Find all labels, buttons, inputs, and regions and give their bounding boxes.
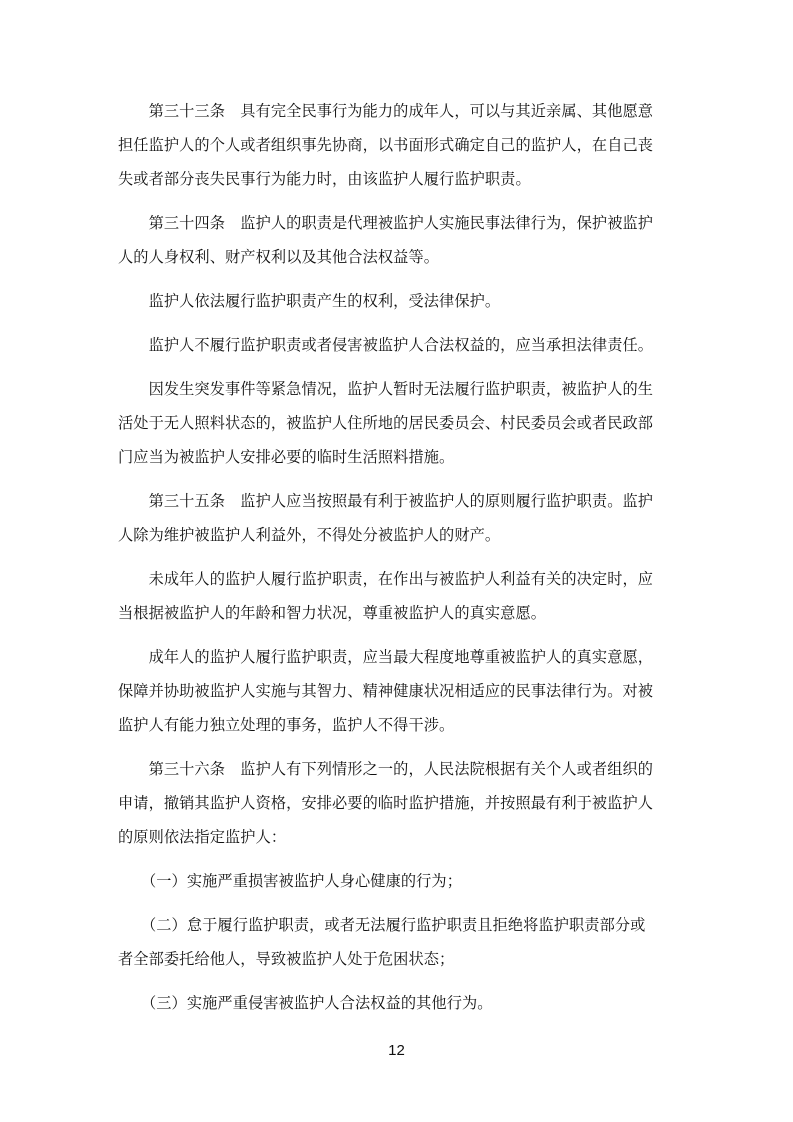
text-line: 人的人身权利、财产权利以及其他合法权益等。 — [118, 248, 440, 266]
text-line: 监护人依法履行监护职责产生的权利，受法律保护。 — [118, 292, 501, 310]
text-line: （三）实施严重侵害被监护人合法权益的其他行为。 — [118, 994, 493, 1012]
text-line: 监护人不履行监护职责或者侵害被监护人合法权益的，应当承担法律责任。 — [118, 336, 654, 354]
text-line: 成年人的监护人履行监护职责，应当最大程度地尊重被监护人的真实意愿， — [118, 648, 654, 666]
text-line: 门应当为被监护人安排必要的临时生活照料措施。 — [118, 448, 455, 466]
text-line: 保障并协助被监护人实施与其智力、精神健康状况相适应的民事法律行为。对被 — [118, 682, 654, 700]
text-line: 者全部委托给他人，导致被监护人处于危困状态； — [118, 950, 455, 968]
text-line: 人除为维护被监护人利益外，不得处分被监护人的财产。 — [118, 526, 501, 544]
text-line: 第三十四条 监护人的职责是代理被监护人实施民事法律行为，保护被监护 — [118, 214, 654, 232]
text-line: 活处于无人照料状态的，被监护人住所地的居民委员会、村民委员会或者民政部 — [118, 414, 654, 432]
text-line: 第三十六条 监护人有下列情形之一的，人民法院根据有关个人或者组织的 — [118, 760, 654, 778]
page-number: 12 — [388, 1042, 405, 1059]
text-line: 第三十五条 监护人应当按照最有利于被监护人的原则履行监护职责。监护 — [118, 492, 654, 510]
text-line: 因发生突发事件等紧急情况，监护人暂时无法履行监护职责，被监护人的生 — [118, 380, 654, 398]
text-line: 未成年人的监护人履行监护职责，在作出与被监护人利益有关的决定时，应 — [118, 570, 654, 588]
text-line: 监护人有能力独立处理的事务，监护人不得干涉。 — [118, 716, 455, 734]
text-line: （二）怠于履行监护职责，或者无法履行监护职责且拒绝将监护职责部分或 — [118, 916, 646, 934]
text-line: 申请，撤销其监护人资格，安排必要的临时监护措施，并按照最有利于被监护人 — [118, 794, 654, 812]
text-line: 的原则依法指定监护人： — [118, 828, 287, 846]
text-line: 担任监护人的个人或者组织事先协商，以书面形式确定自己的监护人，在自己丧 — [118, 136, 654, 154]
text-line: （一）实施严重损害被监护人身心健康的行为； — [118, 872, 463, 890]
text-line: 失或者部分丧失民事行为能力时，由该监护人履行监护职责。 — [118, 170, 531, 188]
text-line: 第三十三条 具有完全民事行为能力的成年人，可以与其近亲属、其他愿意 — [118, 102, 654, 120]
text-line: 当根据被监护人的年龄和智力状况，尊重被监护人的真实意愿。 — [118, 604, 547, 622]
